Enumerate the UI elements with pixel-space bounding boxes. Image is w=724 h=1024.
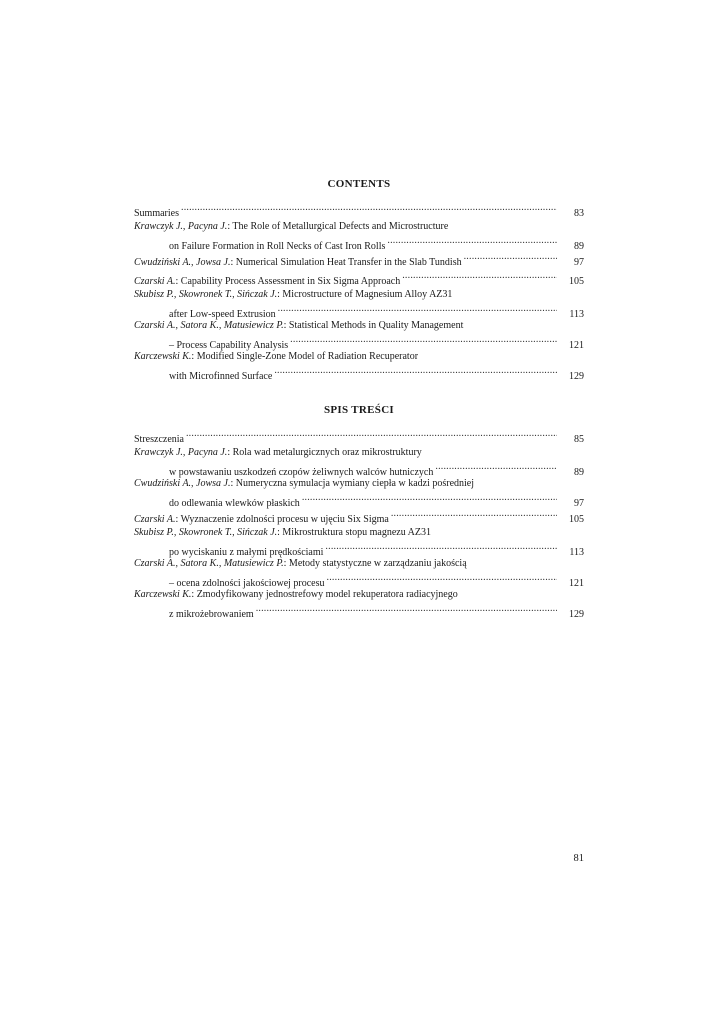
dot-leader <box>290 333 557 348</box>
toc-entry-continuation-line <box>134 234 584 252</box>
toc-entry-page: 121 <box>569 578 584 589</box>
toc-entry-page: 83 <box>574 207 584 219</box>
toc-entry-title: – ocena zdolności jakościowej procesu <box>169 578 325 589</box>
toc-entry-title: after Low-speed Extrusion <box>169 308 276 320</box>
toc-entry <box>134 201 584 219</box>
toc-entry-title: Streszczenia <box>134 433 184 445</box>
dot-leader <box>256 603 557 618</box>
toc-entry-continuation-line <box>134 364 584 382</box>
contents-entries <box>134 201 584 382</box>
toc-entry <box>134 588 584 620</box>
toc-entry-page: 105 <box>569 275 584 287</box>
toc-entry-first-line <box>134 446 584 461</box>
toc-entry-title: : Rola wad metalurgicznych oraz mikrostruktury <box>227 446 422 458</box>
toc-entry-continuation-line <box>134 541 584 556</box>
toc-entry <box>134 269 584 287</box>
toc-entry-authors: Czarski A. <box>134 275 176 287</box>
dot-leader <box>181 201 557 216</box>
toc-entry-first-line <box>134 350 584 365</box>
dot-leader <box>391 508 557 523</box>
toc-entry-authors: Skubisz P., Skowronek T., Sińczak J. <box>134 527 278 538</box>
toc-entry-authors: Karczewski K. <box>134 350 192 362</box>
toc-entry-page: 89 <box>574 466 584 478</box>
toc-entry-page: 129 <box>569 370 584 382</box>
toc-entry-first-line <box>134 526 584 541</box>
toc-entry <box>134 427 584 445</box>
dot-leader <box>402 269 557 284</box>
toc-entry-authors: Karczewski K. <box>134 589 192 600</box>
toc-entry-title: : The Role of Metallurgical Defects and Microstructure <box>227 220 449 232</box>
dot-leader <box>327 572 557 587</box>
toc-entry-title: : Wyznaczenie zdolności procesu w ujęciu Six Sigma <box>175 514 389 525</box>
toc-entry-title: : Capability Process Assessment in Six Sigma Approach <box>175 275 401 287</box>
spis-tresci-entries <box>134 427 584 620</box>
dot-leader <box>435 460 557 475</box>
toc-entry <box>134 477 584 509</box>
toc-entry-page: 85 <box>574 433 584 445</box>
toc-entry-authors: Krawczyk J., Pacyna J. <box>134 220 228 232</box>
toc-entry <box>134 557 584 589</box>
toc-entry-first-line <box>134 201 584 219</box>
toc-entry-title: – Process Capability Analysis <box>169 339 289 351</box>
toc-entry <box>134 446 584 478</box>
dot-leader <box>387 234 557 249</box>
toc-entry-title: on Failure Formation in Roll Necks of Cast Iron Rolls <box>169 240 386 252</box>
toc-entry <box>134 526 584 558</box>
toc-entry-first-line <box>134 269 584 287</box>
toc-entry-page: 129 <box>569 609 584 620</box>
contents-section <box>134 177 584 381</box>
toc-entry-title: w powstawaniu uszkodzeń czopów żeliwnych walców hutniczych <box>169 466 434 478</box>
toc-entry-title: : Statistical Methods in Quality Management <box>283 319 464 331</box>
dot-leader <box>186 427 557 442</box>
toc-entry-title: : Microstructure of Magnesium Alloy AZ31 <box>277 288 453 300</box>
toc-entry-first-line <box>134 288 584 303</box>
toc-entry-page: 89 <box>574 240 584 252</box>
toc-entry-authors: Skubisz P., Skowronek T., Sińczak J. <box>134 288 278 300</box>
toc-entry-title: : Metody statystyczne w zarządzaniu jakością <box>283 558 467 569</box>
toc-entry-continuation-line <box>134 460 584 478</box>
toc-entry-authors: Czarski A., Satora K., Matusiewicz P. <box>134 319 284 331</box>
dot-leader <box>274 364 557 379</box>
toc-entry-authors: Cwudziński A., Jowsa J. <box>134 477 231 489</box>
toc-entry <box>134 319 584 351</box>
toc-entry-title: : Numeryczna symulacja wymiany ciepła w kadzi pośredniej <box>230 477 475 489</box>
toc-entry-first-line <box>134 427 584 445</box>
toc-entry-title: : Modified Single-Zone Model of Radiation Recuperator <box>191 350 419 362</box>
toc-entry-title: po wyciskaniu z małymi prędkościami <box>169 547 324 558</box>
toc-entry-first-line <box>134 477 584 492</box>
toc-entry-authors: Czarski A., Satora K., Matusiewicz P. <box>134 558 284 569</box>
toc-entry-title: Summaries <box>134 207 179 219</box>
toc-entry-page: 113 <box>569 308 584 320</box>
contents-heading: CONTENTS <box>327 178 391 190</box>
toc-entry <box>134 288 584 320</box>
toc-entry-authors: Cwudziński A., Jowsa J. <box>134 257 231 268</box>
toc-entry-first-line <box>134 588 584 603</box>
toc-entry-page: 113 <box>569 547 584 558</box>
dot-leader <box>278 302 557 317</box>
toc-entry <box>134 350 584 382</box>
dot-leader <box>302 491 557 506</box>
spis-tresci-heading: SPIS TREŚCI <box>323 404 395 416</box>
toc-entry-first-line <box>134 557 584 572</box>
toc-entry-title: : Zmodyfikowany jednostrefowy model rekuperatora radiacyjnego <box>191 589 458 600</box>
toc-entry-page: 97 <box>574 497 584 509</box>
toc-entry-first-line <box>134 319 584 334</box>
toc-entry-continuation-line <box>134 603 584 618</box>
toc-entry-page: 121 <box>569 339 584 351</box>
dot-leader <box>464 251 557 266</box>
toc-entry-title: with Microfinned Surface <box>169 370 273 382</box>
spis-tresci-section <box>134 403 584 619</box>
toc-entry-title: : Mikrostruktura stopu magnezu AZ31 <box>277 527 432 538</box>
toc-entry-title: : Numerical Simulation Heat Transfer in the Slab Tundish <box>230 257 462 268</box>
toc-entry-continuation-line <box>134 572 584 587</box>
toc-entry-page: 97 <box>574 257 584 268</box>
page-number: 81 <box>573 853 584 864</box>
toc-entry-title: do odlewania wlewków płaskich <box>169 497 300 509</box>
toc-entry-continuation-line <box>134 333 584 351</box>
toc-entry-authors: Czarski A. <box>134 514 176 525</box>
toc-entry-title: z mikrożebrowaniem <box>169 609 254 620</box>
dot-leader <box>325 541 557 556</box>
toc-entry-first-line <box>134 220 584 235</box>
toc-entry <box>134 220 584 252</box>
toc-entry-continuation-line <box>134 491 584 509</box>
toc-entry-authors: Krawczyk J., Pacyna J. <box>134 446 228 458</box>
toc-entry-continuation-line <box>134 302 584 320</box>
toc-entry-page: 105 <box>569 514 584 525</box>
